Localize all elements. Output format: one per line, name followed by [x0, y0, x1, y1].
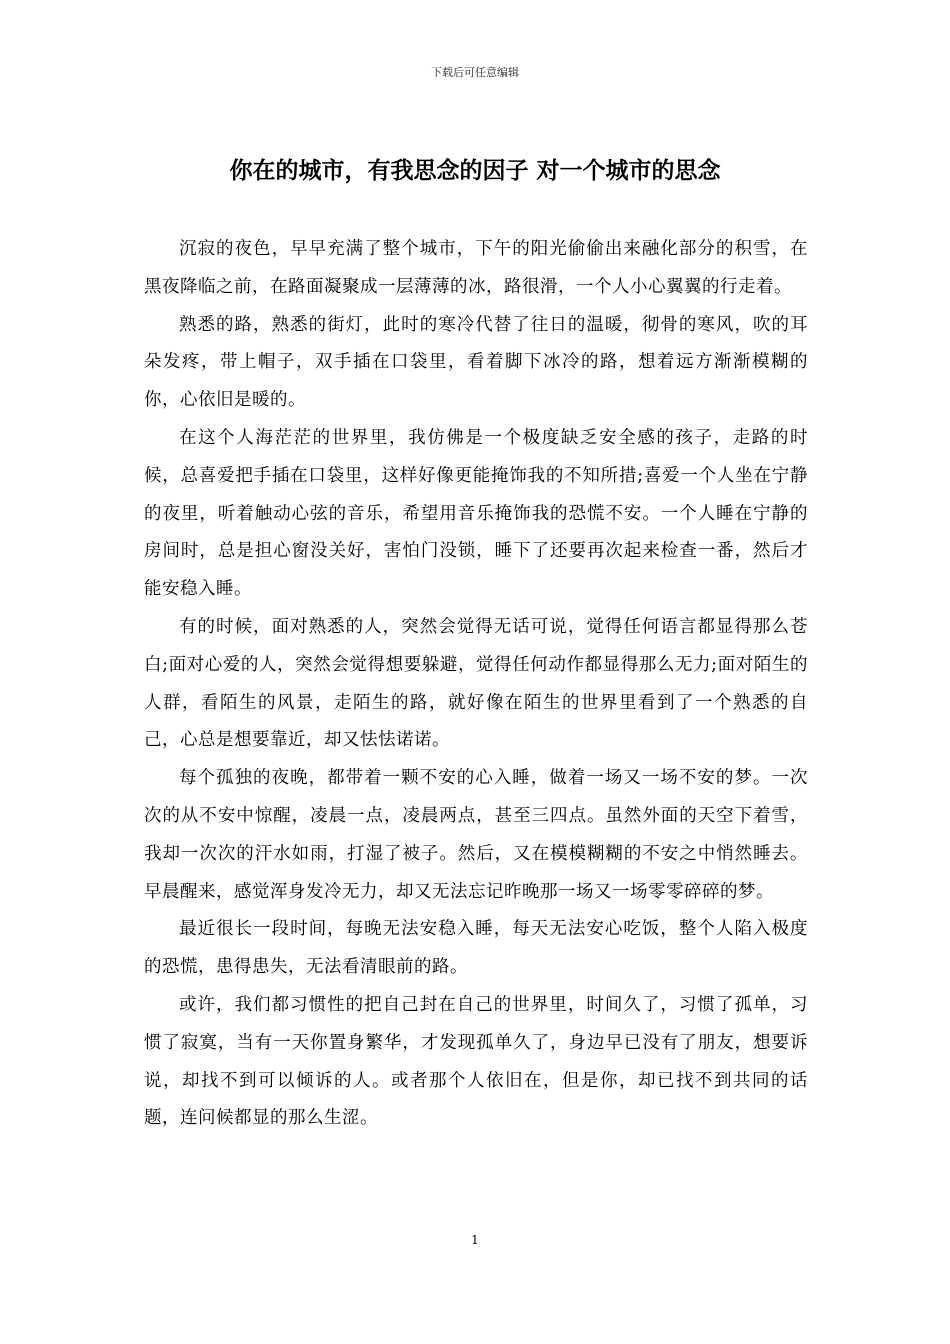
paragraph-6: 最近很长一段时间，每晚无法安稳入睡，每天无法安心吃饭，整个人陷入极度的恐慌，患得患失，无法看清眼前的路。: [144, 919, 808, 978]
paragraph-2: 熟悉的路，熟悉的街灯，此时的寒冷代替了往日的温暖，彻骨的寒风，吹的耳朵发疼，带上帽子，双手插在口袋里，看着脚下冰冷的路，想着远方渐渐模糊的你，心依旧是暖的。: [144, 314, 808, 411]
paragraph-7: 或许，我们都习惯性的把自己封在自己的世界里，时间久了，习惯了孤单，习惯了寂寞，当有一天你置身繁华，才发现孤单久了，身边早已没有了朋友，想要诉说，却找不到可以倾诉的人。或者那个人依旧在，但是你，却已找不到共同的话题，连问候都显的那么生涩。: [144, 994, 808, 1129]
document-body: [144, 231, 808, 1138]
paragraph-5: 每个孤独的夜晚，都带着一颗不安的心入睡，做着一场又一场不安的梦。一次次的从不安中惊醒，凌晨一点，凌晨两点，甚至三四点。虽然外面的天空下着雪，我却一次次的汗水如雨，打湿了被子。然后，又在模模糊糊的不安之中悄然睡去。早晨醒来，感觉浑身发冷无力，却又无法忘记昨晚那一场又一场零零碎碎的梦。: [144, 768, 808, 902]
document-title: 你在的城市，有我思念的因子 对一个城市的思念: [229, 158, 721, 184]
paragraph-3: 在这个人海茫茫的世界里，我仿佛是一个极度缺乏安全感的孩子，走路的时候，总喜爱把手插在口袋里，这样好像更能掩饰我的不知所措;喜爱一个人坐在宁静的夜里，听着触动心弦的音乐，希望用音乐掩饰我的恐慌不安。一个人睡在宁静的房间时，总是担心窗没关好，害怕门没锁，睡下了还要再次起来检查一番，然后才能安稳入睡。: [144, 427, 808, 600]
paragraph-4: 有的时候，面对熟悉的人，突然会觉得无话可说，觉得任何语言都显得那么苍白;面对心爱的人，突然会觉得想要躲避，觉得任何动作都显得那么无力;面对陌生的人群，看陌生的风景，走陌生的路，就好像在陌生的世界里看到了一个熟悉的自己，心总是想要靠近，却又怯怯诺诺。: [144, 616, 808, 751]
page-header-note: 下载后可任意编辑: [431, 66, 519, 79]
paragraph-1: 沉寂的夜色，早早充满了整个城市，下午的阳光偷偷出来融化部分的积雪，在黑夜降临之前，在路面凝聚成一层薄薄的冰，路很滑，一个人小心翼翼的行走着。: [144, 239, 808, 297]
page-number: 1: [471, 1233, 479, 1247]
